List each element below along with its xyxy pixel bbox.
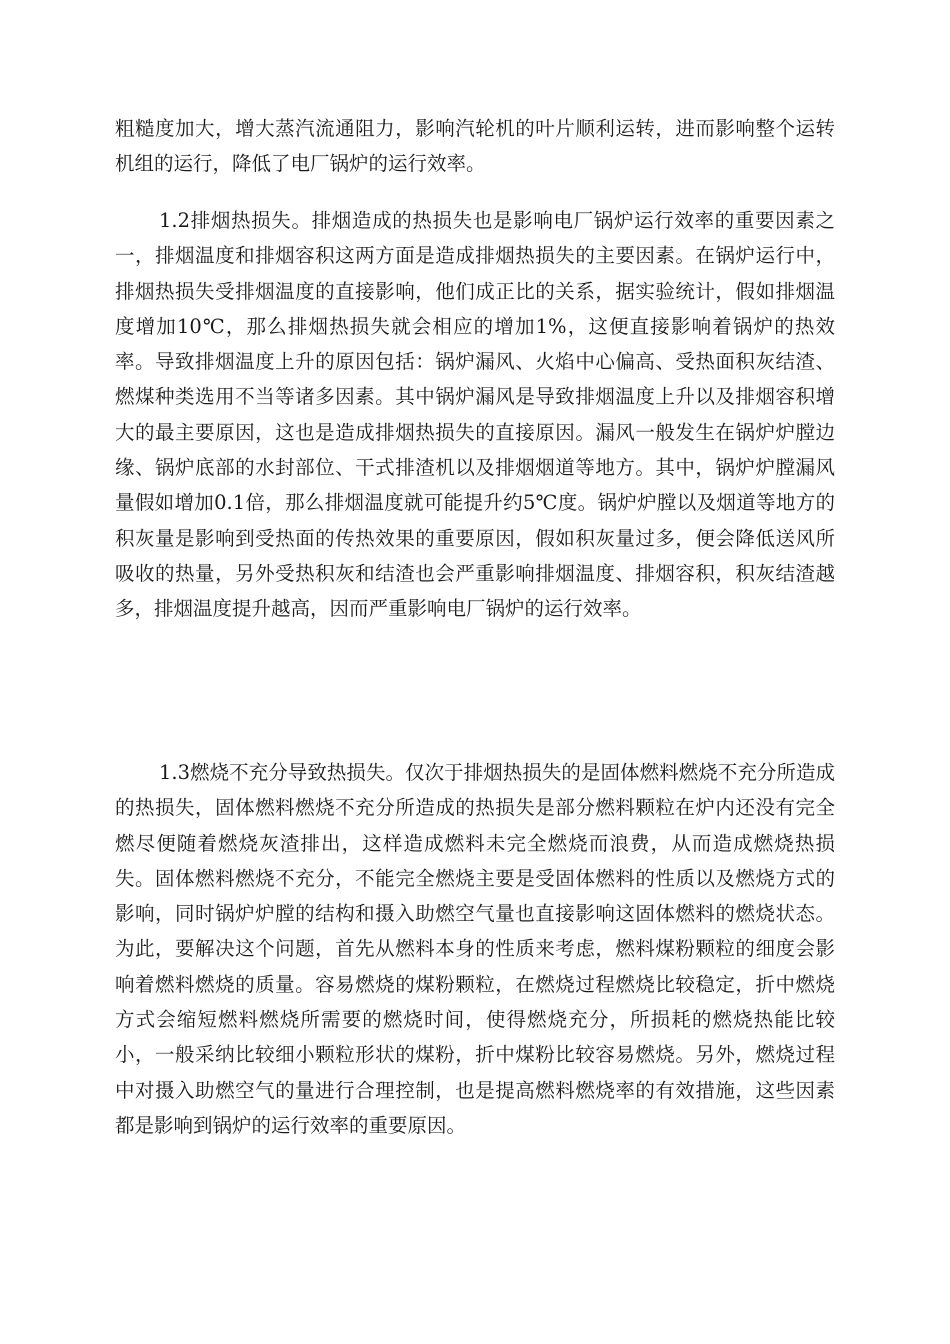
paragraph-boiler-efficiency-continuation: 粗糙度加大，增大蒸汽流通阻力，影响汽轮机的叶片顺利运转，进而影响整个运转机组的运行，降低了电厂锅炉的运行效率。: [115, 117, 835, 176]
paragraph-incomplete-combustion-loss: 1.3燃烧不充分导致热损失。仅次于排烟热损失的是固体燃料燃烧不充分所造成的热损失，固体燃料燃烧不充分所造成的热损失是部分燃料颗粒在炉内还没有完全燃尽便随着燃烧灰渣排出，这样造成燃料未完全燃烧而浪费，从而造成燃烧热损失。固体燃料燃烧不充分，不能完全燃烧主要是受固体燃料的性质以及燃烧方式的影响，同时锅炉炉膛的结构和摄入助燃空气量也直接影响这固体燃料的燃烧状态。为此，要解决这个问题，首先从燃料本身的性质来考虑，燃料煤粉颗粒的细度会影响着燃料燃烧的质量。容易燃烧的煤粉颗粒，在燃烧过程燃烧比较稳定，折中燃烧方式会缩短燃料燃烧所需要的燃烧时间，使得燃烧充分，所损耗的燃烧热能比较小，一般采纳比较细小颗粒形状的煤粉，折中煤粉比较容易燃烧。另外，燃烧过程中对摄入助燃空气的量进行合理控制，也是提高燃料燃烧率的有效措施，这些因素都是影响到锅炉的运行效率的重要原因。: [115, 761, 835, 1137]
paragraph-exhaust-heat-loss: 1.2排烟热损失。排烟造成的热损失也是影响电厂锅炉运行效率的重要因素之一，排烟温度和排烟容积这两方面是造成排烟热损失的主要因素。在锅炉运行中，排烟热损失受排烟温度的直接影响，他们成正比的关系，据实验统计，假如排烟温度增加10℃，那么排烟热损失就会相应的增加1%，这便直接影响着锅炉的热效率。导致排烟温度上升的原因包括：锅炉漏风、火焰中心偏高、受热面积灰结渣、燃煤种类选用不当等诸多因素。其中锅炉漏风是导致排烟温度上升以及排烟容积增大的最主要原因，这也是造成排烟热损失的直接原因。漏风一般发生在锅炉炉膛边缘、锅炉底部的水封部位、干式排渣机以及排烟烟道等地方。其中，锅炉炉膛漏风量假如增加0.1倍，那么排烟温度就可能提升约5℃度。锅炉炉膛以及烟道等地方的积灰量是影响到受热面的传热效果的重要原因，假如积灰量过多，便会降低送风所吸收的热量，另外受热积灰和结渣也会严重影响排烟温度、排烟容积，积灰结渣越多，排烟温度提升越高，因而严重影响电厂锅炉的运行效率。: [115, 209, 835, 621]
